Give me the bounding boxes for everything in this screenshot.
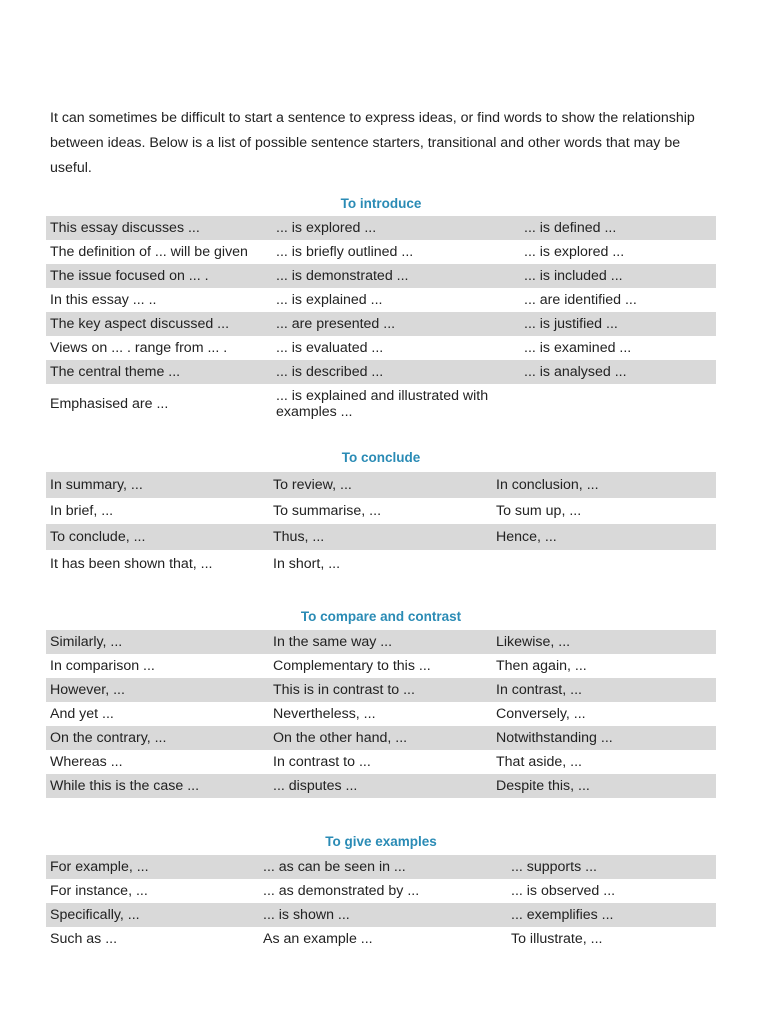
table-cell: In the same way ... — [269, 630, 492, 654]
table-cell: It has been shown that, ... — [50, 556, 213, 572]
intro-paragraph: It can sometimes be difficult to start a sentence to express ideas, or find words to show the relationship between ideas. Below is a list of possible sentence starters, transitional and other words that may be useful. — [50, 110, 695, 176]
table-examples — [46, 855, 716, 951]
table-cell: ... is explained and illustrated with examples ... — [276, 388, 489, 420]
table-row — [46, 360, 716, 384]
table-cell: In contrast to ... — [273, 754, 371, 770]
table-cell: ... is evaluated ... — [276, 340, 384, 356]
table-cell: Conversely, ... — [496, 706, 586, 722]
table-cell: In summary, ... — [46, 472, 269, 498]
table-cell: In short, ... — [273, 556, 341, 572]
table-cell: To sum up, ... — [496, 503, 582, 519]
table-cell: To summarise, ... — [273, 503, 382, 519]
table-row — [46, 240, 716, 264]
table-cell: ... disputes ... — [269, 774, 492, 798]
table-row — [46, 264, 716, 288]
table-row — [46, 288, 716, 312]
table-cell: ... is defined ... — [520, 216, 716, 240]
table-cell: ... are presented ... — [272, 312, 520, 336]
section-title-compare: To compare and contrast — [300, 609, 462, 624]
table-cell: The key aspect discussed ... — [46, 312, 272, 336]
table-cell: ... are identified ... — [524, 292, 637, 308]
table-row — [46, 384, 716, 424]
section-title-examples: To give examples — [325, 834, 437, 849]
table-cell: Whereas ... — [50, 754, 123, 770]
table-row — [46, 630, 716, 654]
table-cell: ... is explored ... — [524, 244, 625, 260]
table-cell: Emphasised are ... — [50, 396, 169, 412]
table-cell: The definition of ... will be given — [50, 244, 248, 260]
table-cell: Then again, ... — [496, 658, 587, 674]
table-cell: ... is analysed ... — [520, 360, 716, 384]
table-cell: ... is demonstrated ... — [272, 264, 520, 288]
table-row — [46, 750, 716, 774]
table-cell: And yet ... — [50, 706, 114, 722]
table-row — [46, 678, 716, 702]
table-cell: That aside, ... — [496, 754, 582, 770]
table-cell: In comparison ... — [50, 658, 155, 674]
table-row — [46, 927, 716, 951]
table-row — [46, 524, 716, 550]
table-cell: ... is shown ... — [259, 903, 507, 927]
table-row — [46, 855, 716, 879]
table-conclude — [46, 472, 716, 578]
table-row — [46, 903, 716, 927]
table-cell: This is in contrast to ... — [269, 678, 492, 702]
table-cell — [492, 550, 716, 578]
table-cell: Views on ... . range from ... . — [50, 340, 228, 356]
section-title-conclude: To conclude — [341, 450, 421, 465]
table-cell: Notwithstanding ... — [492, 726, 716, 750]
table-cell: Similarly, ... — [46, 630, 269, 654]
table-row — [46, 726, 716, 750]
table-cell: ... exemplifies ... — [507, 903, 716, 927]
table-row — [46, 472, 716, 498]
table-cell: In this essay ... .. — [50, 292, 157, 308]
table-cell: ... is explored ... — [272, 216, 520, 240]
table-cell: ... is observed ... — [511, 883, 616, 899]
table-cell: ... is explained ... — [276, 292, 383, 308]
table-cell — [520, 384, 716, 424]
table-cell: This essay discusses ... — [46, 216, 272, 240]
table-cell: To illustrate, ... — [511, 931, 603, 947]
table-cell: Likewise, ... — [492, 630, 716, 654]
table-cell: ... is described ... — [272, 360, 520, 384]
table-cell: In brief, ... — [50, 503, 114, 519]
table-cell: ... is examined ... — [524, 340, 632, 356]
table-cell: In conclusion, ... — [492, 472, 716, 498]
table-cell: To conclude, ... — [46, 524, 269, 550]
table-cell: On the other hand, ... — [269, 726, 492, 750]
table-cell: The central theme ... — [46, 360, 272, 384]
table-row — [46, 336, 716, 360]
table-cell: Nevertheless, ... — [273, 706, 376, 722]
table-cell: ... supports ... — [507, 855, 716, 879]
table-introduce — [46, 216, 716, 424]
table-cell: Thus, ... — [269, 524, 492, 550]
table-row — [46, 498, 716, 524]
table-cell: ... is included ... — [520, 264, 716, 288]
table-cell: For instance, ... — [50, 883, 148, 899]
table-row — [46, 550, 716, 578]
table-cell: Such as ... — [50, 931, 118, 947]
table-cell: As an example ... — [263, 931, 373, 947]
table-cell: The issue focused on ... . — [46, 264, 272, 288]
table-row — [46, 216, 716, 240]
table-cell: Hence, ... — [492, 524, 716, 550]
table-row — [46, 654, 716, 678]
table-cell: ... is justified ... — [520, 312, 716, 336]
table-cell: ... is briefly outlined ... — [276, 244, 414, 260]
table-cell: Complementary to this ... — [273, 658, 431, 674]
table-cell: Despite this, ... — [492, 774, 716, 798]
table-row — [46, 702, 716, 726]
table-row — [46, 312, 716, 336]
table-cell: To review, ... — [269, 472, 492, 498]
table-cell: On the contrary, ... — [46, 726, 269, 750]
table-compare — [46, 630, 716, 798]
table-cell: However, ... — [46, 678, 269, 702]
table-row — [46, 879, 716, 903]
table-row — [46, 774, 716, 798]
table-cell: Specifically, ... — [46, 903, 259, 927]
section-title-introduce: To introduce — [340, 196, 422, 211]
table-cell: In contrast, ... — [492, 678, 716, 702]
table-cell: For example, ... — [46, 855, 259, 879]
table-cell: ... as can be seen in ... — [259, 855, 507, 879]
table-cell: While this is the case ... — [46, 774, 269, 798]
table-cell: ... as demonstrated by ... — [263, 883, 420, 899]
